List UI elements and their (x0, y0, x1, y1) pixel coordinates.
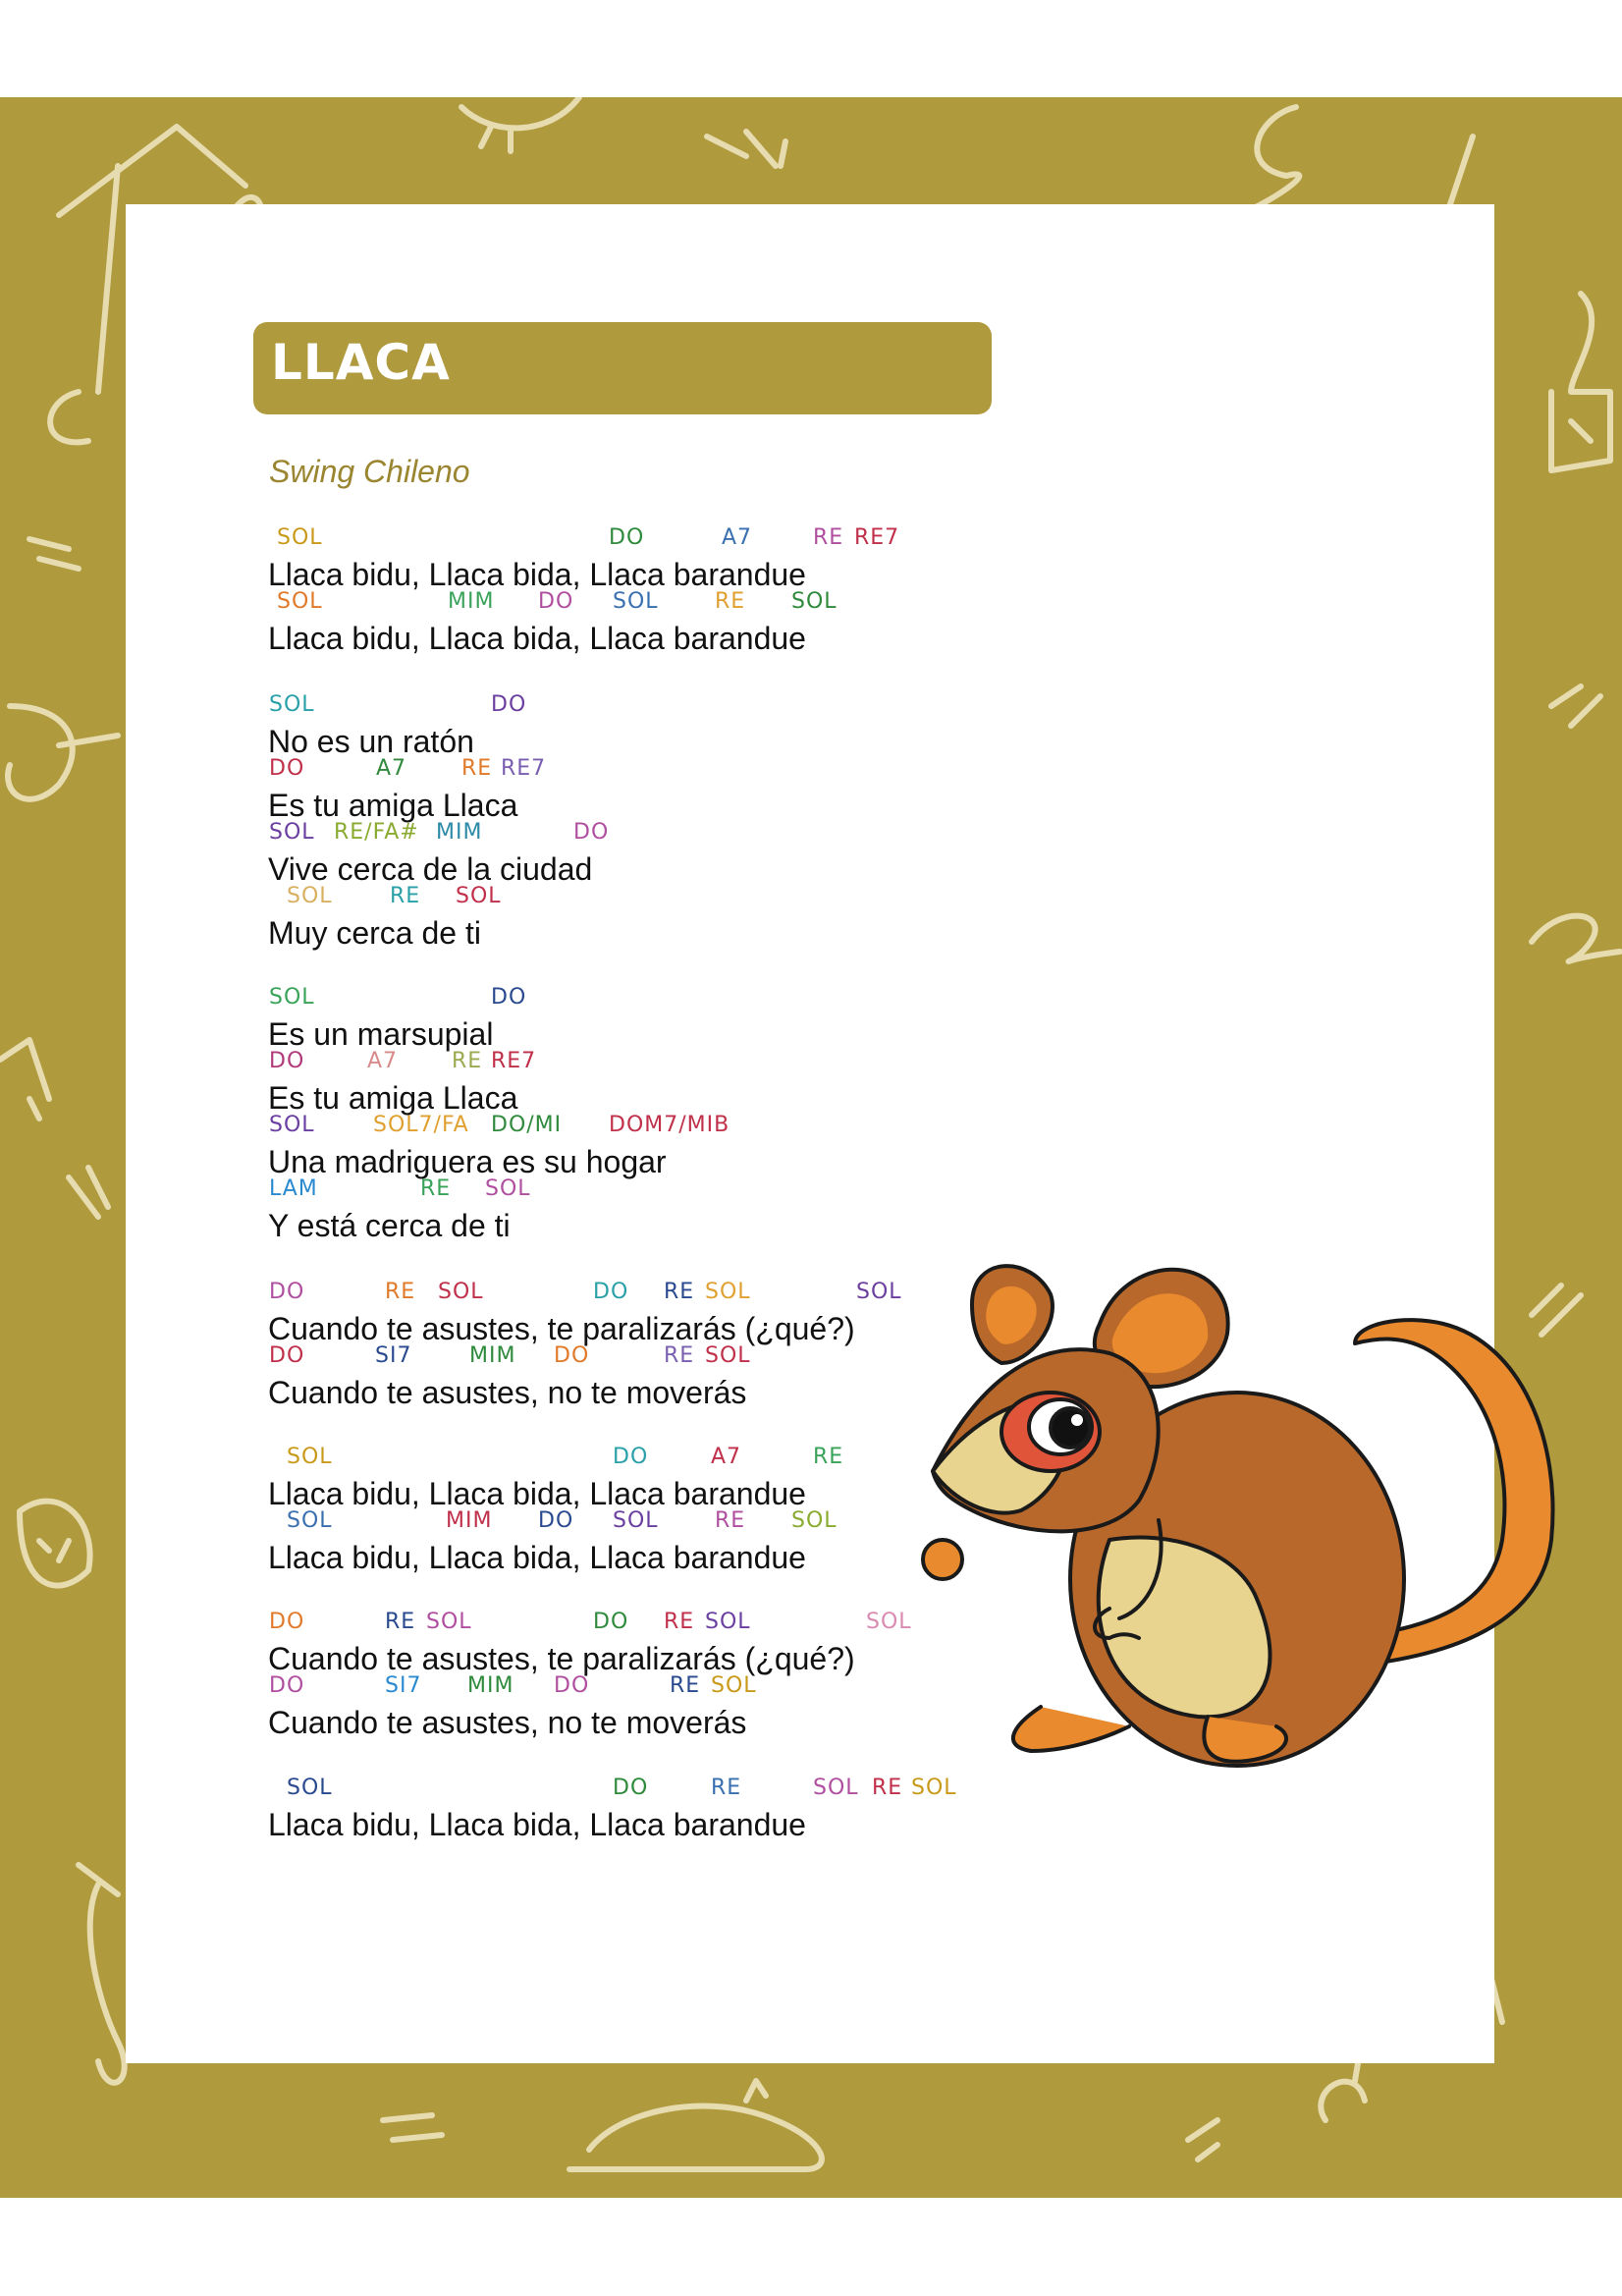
cat-doodle-top (461, 97, 579, 151)
chord-label: DO (538, 589, 574, 614)
chord-label: LAM (269, 1176, 318, 1201)
chord-label: SOL (613, 1508, 659, 1533)
chord-label: MIM (436, 820, 483, 845)
lyric-line: Muy cerca de ti (268, 915, 481, 951)
lyric-line: Llaca bidu, Llaca bida, Llaca barandue (268, 1540, 806, 1575)
chord-label: RE (385, 1280, 416, 1304)
chord-label: SOL (456, 884, 502, 908)
chord-label: SOL (287, 884, 333, 908)
note-doodle-bottom-left (79, 1865, 125, 2083)
chord-label: RE (452, 1049, 483, 1073)
chord-label: SOL (856, 1280, 902, 1304)
chord-label: A7 (722, 525, 753, 550)
opossum-nose (923, 1540, 962, 1579)
chord-label: SOL (269, 692, 315, 717)
chord-label: DO (491, 985, 527, 1010)
lyric-line: Es un marsupial (268, 1016, 494, 1052)
opossum-illustration (913, 1245, 1581, 1815)
chord-label: SOL (791, 1508, 838, 1533)
chord-label: SOL (269, 1113, 315, 1137)
lyric-line: Cuando te asustes, te paralizarás (¿qué?) (268, 1311, 855, 1346)
chord-label: RE7 (501, 756, 547, 781)
opossum-eye-glint (1071, 1414, 1083, 1426)
chord-label: RE (420, 1176, 452, 1201)
chord-label: DO (573, 820, 610, 845)
chord-label: DO (554, 1343, 590, 1368)
chord-label: RE (813, 1445, 844, 1469)
chord-label: SOL (277, 589, 323, 614)
chord-label: RE/FA# (334, 820, 419, 845)
chord-label: SOL (911, 1776, 957, 1800)
chord-label: RE (664, 1343, 695, 1368)
chord-label: RE (711, 1776, 742, 1800)
chord-label: SOL (287, 1445, 333, 1469)
mouse-doodle-bottom (569, 2081, 822, 2169)
lyric-line: Cuando te asustes, no te moverás (268, 1375, 747, 1410)
chord-label: MIM (467, 1673, 514, 1698)
chord-label: RE (670, 1673, 701, 1698)
lyric-line: Cuando te asustes, no te moverás (268, 1705, 747, 1740)
chord-label: DO (609, 525, 645, 550)
dash-doodle-right (1551, 686, 1600, 726)
chord-label: RE (664, 1280, 695, 1304)
chord-label: MIM (446, 1508, 493, 1533)
mouse-doodle-left (20, 1502, 90, 1586)
chord-label: A7 (376, 756, 407, 781)
bell-doodle-right (1551, 294, 1610, 470)
chord-label: RE7 (854, 525, 900, 550)
dash-doodle-top (707, 132, 785, 166)
chord-label: RE7 (491, 1049, 537, 1073)
chord-label: SOL (287, 1776, 333, 1800)
lyric-line: Es tu amiga Llaca (268, 788, 518, 823)
dash-doodle-left (29, 539, 79, 569)
chord-label: RE (715, 1508, 746, 1533)
note-doodle-left (0, 1040, 49, 1119)
chord-label: DO (269, 1673, 305, 1698)
lyric-line: Llaca bidu, Llaca bida, Llaca barandue (268, 1476, 806, 1511)
chord-label: SOL (791, 589, 838, 614)
song-title: LLACA (271, 334, 451, 391)
song-style: Swing Chileno (269, 454, 470, 489)
swirl-doodle-right (1532, 916, 1620, 961)
dash-doodle-left-2 (69, 1168, 108, 1217)
chord-label: DO (593, 1280, 629, 1304)
chord-label: DO (538, 1508, 574, 1533)
chord-label: RE (461, 756, 493, 781)
lyric-line: Vive cerca de la ciudad (268, 851, 593, 887)
chord-label: DO (491, 692, 527, 717)
lyric-line: Llaca bidu, Llaca bida, Llaca barandue (268, 621, 806, 656)
chord-label: SOL (426, 1610, 472, 1634)
chord-label: DO (269, 1343, 305, 1368)
chord-label: RE (385, 1610, 416, 1634)
chord-label: SOL (269, 820, 315, 845)
lyric-line: No es un ratón (268, 724, 474, 759)
opossum-eye (1051, 1408, 1090, 1448)
lyric-line: Es tu amiga Llaca (268, 1080, 518, 1116)
chord-label: SI7 (385, 1673, 422, 1698)
chord-label: SOL7/FA (373, 1113, 469, 1137)
chord-label: SOL (438, 1280, 484, 1304)
dash-doodle-bottom (383, 2115, 1217, 2159)
chord-label: RE (715, 589, 746, 614)
chord-label: MIM (469, 1343, 516, 1368)
chord-label: MIM (448, 589, 495, 614)
chord-label: DO/MI (491, 1113, 563, 1137)
chord-label: SOL (866, 1610, 912, 1634)
chord-label: SOL (277, 525, 323, 550)
lyric-line: Una madriguera es su hogar (268, 1144, 667, 1179)
chord-label: SOL (705, 1280, 751, 1304)
chord-label: DO (269, 756, 305, 781)
chord-label: DOM7/MIB (609, 1113, 730, 1137)
chord-label: SOL (711, 1673, 757, 1698)
chord-label: SOL (287, 1508, 333, 1533)
chord-label: SOL (705, 1343, 751, 1368)
chord-label: RE (390, 884, 421, 908)
lyric-line: Llaca bidu, Llaca bida, Llaca barandue (268, 1807, 806, 1842)
chord-label: SOL (813, 1776, 859, 1800)
chord-label: SOL (613, 589, 659, 614)
chord-label: A7 (367, 1049, 399, 1073)
lyric-line: Cuando te asustes, te paralizarás (¿qué?) (268, 1641, 855, 1676)
chord-label: SOL (269, 985, 315, 1010)
chord-label: SOL (705, 1610, 751, 1634)
chord-label: RE (813, 525, 844, 550)
chord-label: DO (269, 1610, 305, 1634)
chord-label: DO (554, 1673, 590, 1698)
chord-label: DO (613, 1445, 649, 1469)
chord-label: A7 (711, 1445, 742, 1469)
chord-label: RE (664, 1610, 695, 1634)
lyric-line: Llaca bidu, Llaca bida, Llaca barandue (268, 557, 806, 592)
swirl-doodle-left (8, 706, 118, 799)
chord-label: DO (269, 1049, 305, 1073)
chord-label: RE (872, 1776, 903, 1800)
chord-label: DO (613, 1776, 649, 1800)
chord-label: SI7 (375, 1343, 412, 1368)
chord-label: SOL (485, 1176, 531, 1201)
lyric-line: Y está cerca de ti (268, 1208, 511, 1243)
chord-label: DO (269, 1280, 305, 1304)
chord-label: DO (593, 1610, 629, 1634)
